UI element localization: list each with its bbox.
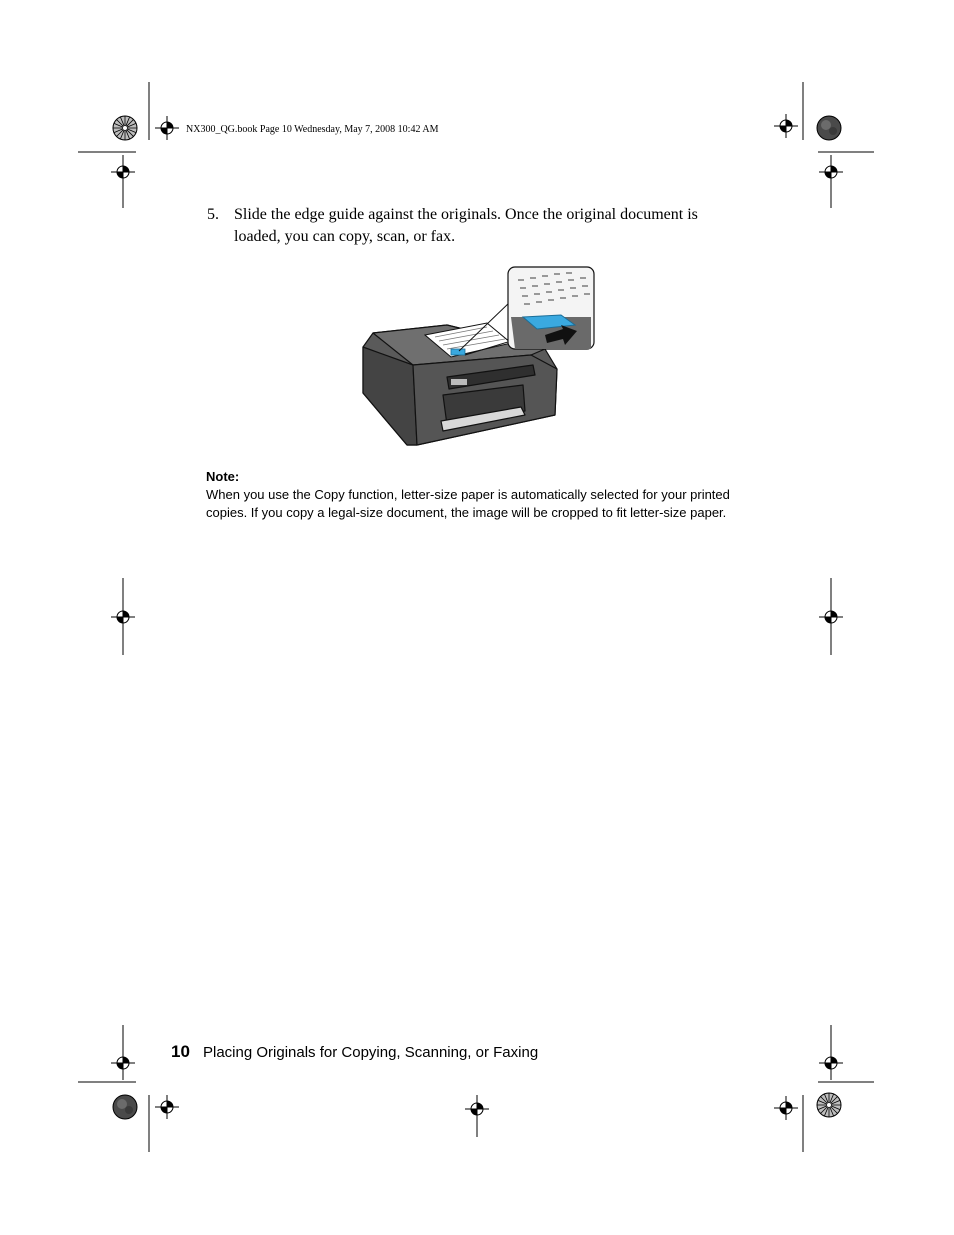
note-label: Note:	[206, 469, 240, 484]
running-footer-title: Placing Originals for Copying, Scanning, or Faxing	[203, 1044, 539, 1061]
printer-illustration	[355, 265, 597, 447]
edge-guide-closeup	[508, 267, 594, 349]
step-number: 5.	[207, 206, 219, 223]
note-body: When you use the Copy function, letter-size paper is automatically selected for your printed copies. If you copy a legal-size document, the image will be cropped to fit letter-size paper.	[206, 487, 730, 520]
print-slug: NX300_QG.book Page 10 Wednesday, May 7, 2008 10:42 AM	[186, 124, 439, 135]
page-number: 10	[171, 1042, 190, 1061]
step-text: Slide the edge guide against the originals. Once the original document is loaded, you can copy, scan, or fax.	[234, 206, 698, 245]
step-5	[207, 204, 747, 248]
edge-guide	[451, 349, 465, 355]
